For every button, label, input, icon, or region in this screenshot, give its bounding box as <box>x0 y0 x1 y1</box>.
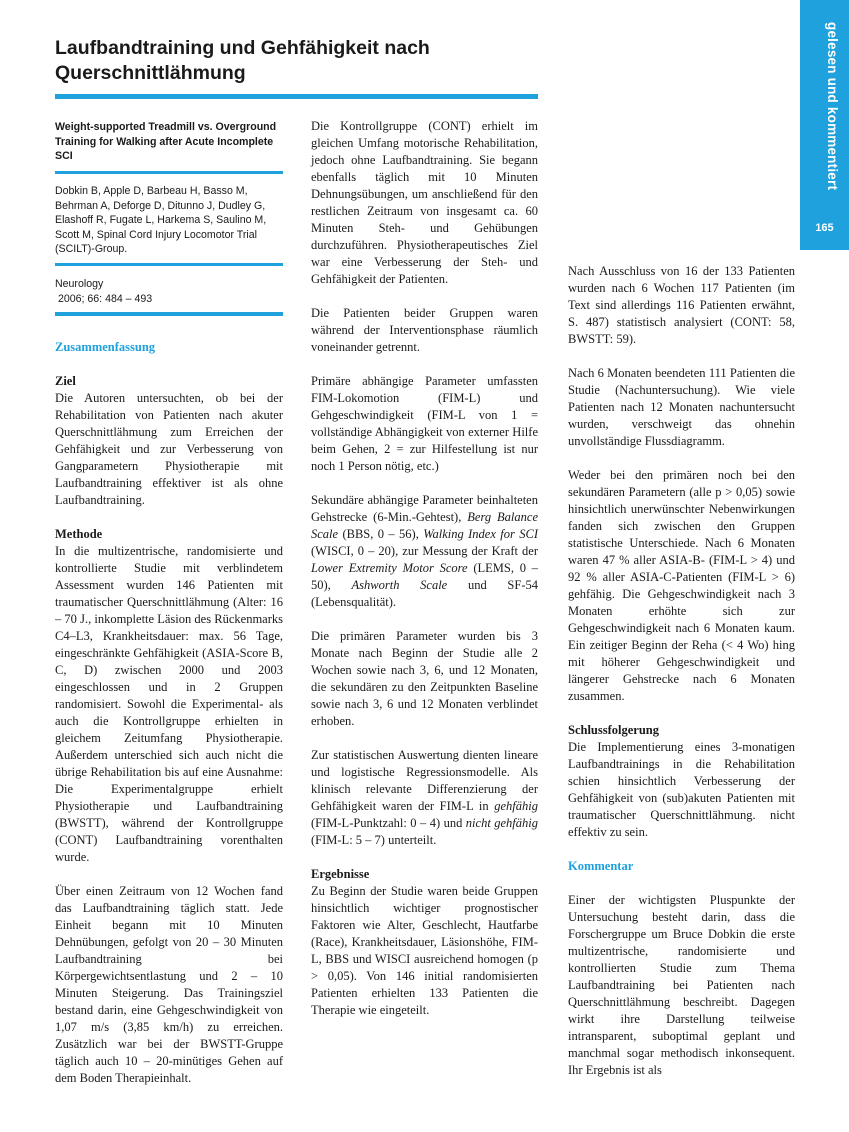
measurement-paragraph: Die primären Parameter wurden bis 3 Monate nach Beginn der Studie alle 2 Wochen sowie nach 3, 6, und 12 Monaten, die sekundären zu den Zeitpunkten Baseline sowie nach 3, 6 und 12 Monaten verblindet erhoben. <box>311 629 538 728</box>
exclusion-paragraph: Nach Ausschluss von 16 der 133 Patienten wurden nach 6 Wochen 117 Patienten (im Text sind allerdings 116 Patienten erwähnt, S. 487) statistisch analysiert (CONT: 58, BWSTT: 59). <box>568 264 795 346</box>
schlussfolgerung-heading: Schlussfolgerung <box>568 723 659 737</box>
ziel-paragraph: Die Autoren untersuchten, ob bei der Rehabilitation von Patienten nach akuter Querschnittlähmung zum Erreichen der Gehfähigkeit und zur Verbesserung von Gangparametern Physiotherapie mit Laufbandtraining effektiver ist als ohne Laufbandtraining. <box>55 391 283 507</box>
journal-name: Neurology <box>55 278 104 290</box>
reference-authors: Dobkin B, Apple D, Barbeau H, Basso M, Behrman A, Deforge D, Ditunno J, Dudley G, Elashoff R, Fugate L, Harkema S, Saulino M, Scott M, Spinal Cord Injury Locomotor Trial (SCILT)-Group. <box>55 185 267 255</box>
kommentar-paragraph: Einer der wichtigsten Pluspunkte der Untersuchung besteht darin, dass die Forschergruppe um Bruce Dobkin die erste multizentrische, randomisierte und kontrollierten Studie zum Thema Laufbandtraining bei Patienten nach Querschnittlähmung beschreibt. Dagegen wirkt ihre Darstellung teilweise intransparent, suboptimal geplant und manchmal sogar methodisch inkonsequent. Ihr Ergebnis ist als <box>568 893 795 1077</box>
results-paragraph: Weder bei den primären noch bei den sekundären Parametern (alle p > 0,05) sowie hinsichtlich unerwünschter Nebenwirkungen fanden sich zwischen den Gruppen statistische Unterschiede. Nach 6 Monaten waren 47 % aller ASIA-B- (FIM-L > 4) und 92 % aller ASIA-C-Patienten (FIM-L > 6) gehfähig. Die Gehgeschwindigkeit nach 3 Monaten erhöhte sich zur Gehgeschwindigkeit nach 6 Monaten kaum. Ein zeitiger Beginn der Reha (< 4 Wo) hing mit höherer Gehgeschwindigkeit und längerer Gehstrecke nach 6 Monaten zusammen. <box>568 468 795 703</box>
ergebnisse-heading: Ergebnisse <box>311 867 370 881</box>
reference-rule-3 <box>55 312 283 316</box>
separation-paragraph: Die Patienten beider Gruppen waren während der Interventionsphase räumlich voneinander getrennt. <box>311 306 538 354</box>
title-rule <box>55 94 538 99</box>
primary-parameters-paragraph: Primäre abhängige Parameter umfassten FIM-Lokomotion (FIM-L) und Gehgeschwindigkeit (FIM-L von 1 = vollständige Abhängigkeit von externer Hilfe beim Gehen, 2 = zur Hilfestellung ist nur noch 1 Person nötig, etc.) <box>311 374 538 473</box>
methode-heading: Methode <box>55 527 103 541</box>
section-tab-label: gelesen und kommentiert <box>825 22 840 191</box>
column-1 <box>55 339 283 1104</box>
reference-rule-2 <box>55 263 283 266</box>
training-paragraph: Über einen Zeitraum von 12 Wochen fand das Laufbandtraining täglich statt. Jede Einheit begann mit 10 Minuten Dehnübungen, gefolgt von 20 – 30 Minuten Laufbandtraining bei Körpergewichtsentlastung und 2 – 10 Minuten Steigerung. Das Trainingsziel bestand darin, eine Gehgeschwindigkeit von 1,07 m/s (3,85 km/h) zu erreichen. Zusätzlich war bei der BWSTT-Gruppe täglich auch 10 – 20-minütiges Gehen auf dem Boden Therapieinhalt. <box>55 884 283 1085</box>
statistics-paragraph: Zur statistischen Auswertung dienten lineare und logistische Regressionsmodelle. Als klinisch relevante Differenzierung der Gehfähigkeit waren der FIM-L in gehfähig (FIM-L-Punktzahl: 0 – 4) und nicht gehfähig (FIM-L: 5 – 7) unterteilt. <box>311 748 538 847</box>
kommentar-heading: Kommentar <box>568 859 634 873</box>
followup-paragraph: Nach 6 Monaten beendeten 111 Patienten die Studie (Nachuntersuchung). Wie viele Patienten nach 12 Monaten nachuntersucht wurden, verschweigt das ohnehin unvollständige Flussdiagramm. <box>568 366 795 448</box>
page-number: 165 <box>815 222 834 234</box>
control-group-paragraph: Die Kontrollgruppe (CONT) erhielt im gleichen Umfang motorische Rehabilitation, jedoch ohne Laufbandtraining. Sie begann ebenfalls täglich mit 10 Minuten Dehnungsübungen, um anschließend für den restlichen Zeitraum von insgesamt ca. 60 Minuten Steh- und Gehübungen durchzuführen. Physiotherapeutisches Ziel war eine Verbesserung der Steh- und Gehfähigkeit der Patienten. <box>311 119 538 286</box>
column-2 <box>311 118 538 1036</box>
reference-title: Weight-supported Treadmill vs. Overground Training for Walking after Acute Incomplete SCI <box>55 121 277 162</box>
journal-citation: 2006; 66: 484 – 493 <box>55 292 153 305</box>
column-3 <box>568 263 795 1079</box>
secondary-parameters-paragraph: Sekundäre abhängige Parameter beinhalteten Gehstrecke (6-Min.-Gehtest), Berg Balance Scale (BBS, 0 – 56), Walking Index for SCI (WISCI, 0 – 20), zur Messung der Kraft der Lower Extremity Motor Score (LEMS, 0 – 50), Ashworth Scale und SF-54 (Lebensqualität). <box>311 493 539 609</box>
reference-journal <box>55 277 283 306</box>
schlussfolgerung-paragraph: Die Implementierung eines 3-monatigen Laufbandtrainings in die Rehabilitation schien hinsichtlich Verbesserung der Gehfähigkeit von (sub)akuten Patienten mit traumatischer Querschnittlähmung. nicht effektiv zu sein. <box>568 740 795 839</box>
article-title: Laufbandtraining und Gehfähigkeit nach Querschnittlähmung <box>55 37 430 84</box>
ziel-heading: Ziel <box>55 374 76 388</box>
methode-paragraph: In die multizentrische, randomisierte und kontrollierte Studie mit verblindetem Assessment wurden 146 Patienten mit traumatischer Querschnittlähmung (Alter: 16 – 70 J., inkomplette Läsion des Rückenmarks C4–L3, Krankheitsdauer: max. 56 Tage, eingeschränkte Gehfähigkeit (ASIA-Score B, C, D) zwischen 2000 und 2003 eingeschlossen und in 2 Gruppen randomisiert. Sowohl die Experimental- als auch die Kontrollgruppe erhielten in gleichem Zeitumfang Physiotherapie. Außerdem unterschied sich auch nicht die übrige Rehabilitation bis auf eine Ausnahme: Die Experimentalgruppe erhielt Physiotherapie und Laufbandtraining (BWSTT), während der Kontrollgruppe (CONT) Laufbandtraining vorenthalten wurde. <box>55 544 283 864</box>
ergebnisse-paragraph: Zu Beginn der Studie waren beide Gruppen hinsichtlich wichtiger prognostischer Faktoren wie Alter, Geschlecht, Hautfarbe (Race), Krankheitsdauer, Läsionshöhe, FIM-L, BBS und WISCI ausreichend homogen (p > 0,05). Von 146 initial randomisierten Patienten erhielten 133 Patienten die Therapie wie eingeteilt. <box>311 884 538 1017</box>
reference-rule-1 <box>55 171 283 174</box>
section-tab <box>800 0 849 250</box>
summary-heading: Zusammenfassung <box>55 340 156 354</box>
